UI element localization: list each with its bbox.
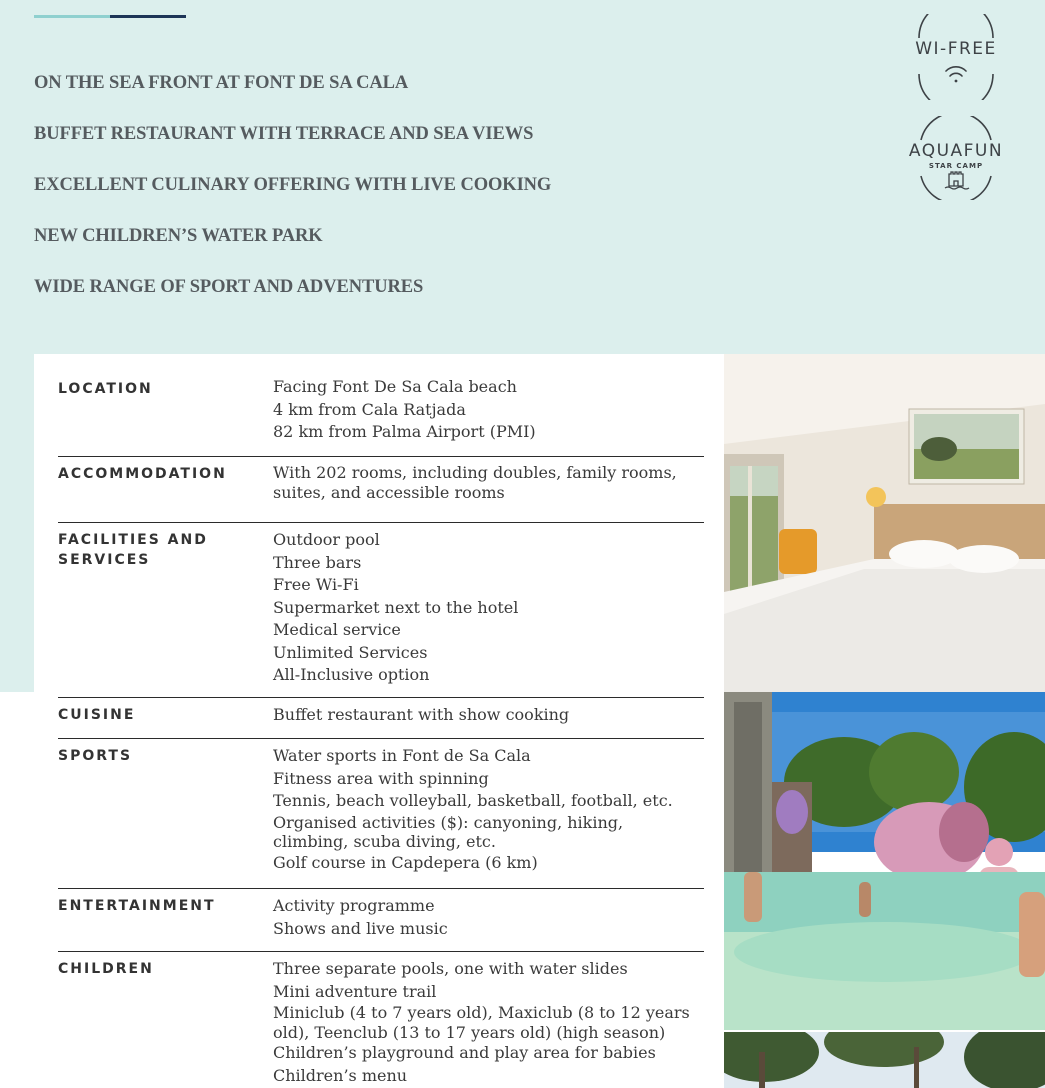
info-row-sports xyxy=(58,739,704,889)
headline: NEW CHILDREN’S WATER PARK xyxy=(34,226,323,246)
row-line: Facing Font De Sa Cala beach xyxy=(273,377,517,396)
wifi-badge xyxy=(901,14,1011,100)
accent-line-dark xyxy=(110,15,186,18)
row-label: ACCOMMODATION xyxy=(58,466,227,482)
headline: WIDE RANGE OF SPORT AND ADVENTURES xyxy=(34,277,424,297)
row-line: Three bars xyxy=(273,552,362,572)
row-content xyxy=(273,704,704,727)
row-content xyxy=(273,463,704,502)
info-row-accommodation xyxy=(58,457,704,523)
castle-icon xyxy=(945,172,969,189)
row-content xyxy=(273,376,704,444)
row-content xyxy=(273,958,704,1087)
headline: ON THE SEA FRONT AT FONT DE SA CALA xyxy=(34,73,409,93)
row-line: 82 km from Palma Airport (PMI) xyxy=(273,422,536,441)
row-line: Golf course in Capdepera (6 km) xyxy=(273,852,538,872)
row-label: LOCATION xyxy=(58,381,153,397)
row-line: old), Teenclub (13 to 17 years old) (high season) xyxy=(273,1022,666,1042)
row-line: climbing, scuba diving, etc. xyxy=(273,832,496,851)
info-table xyxy=(58,376,704,1088)
row-line: Activity programme xyxy=(273,896,435,915)
row-line: Outdoor pool xyxy=(273,530,380,549)
wifi-badge-label: WI-FREE xyxy=(915,39,997,59)
row-content xyxy=(273,895,704,940)
row-line: Supermarket next to the hotel xyxy=(273,597,519,617)
info-panel xyxy=(34,354,724,1088)
row-line: Free Wi-Fi xyxy=(273,575,359,594)
row-label: SPORTS xyxy=(58,748,133,764)
pine-trees-photo xyxy=(724,1032,1045,1088)
row-line: Medical service xyxy=(273,620,401,639)
row-line: Buffet restaurant with show cooking xyxy=(273,705,570,724)
row-line: suites, and accessible rooms xyxy=(273,482,505,502)
accent-line-light xyxy=(34,15,110,18)
aquafun-badge-label: AQUAFUN xyxy=(908,141,1004,161)
row-line: Children’s playground and play area for babies xyxy=(273,1043,656,1062)
row-line: All-Inclusive option xyxy=(273,665,430,684)
headline: BUFFET RESTAURANT WITH TERRACE AND SEA VIEWS xyxy=(34,124,534,144)
row-line: Mini adventure trail xyxy=(273,981,437,1001)
info-row-entertainment xyxy=(58,889,704,952)
hotel-room-photo xyxy=(724,354,1045,692)
row-label: CHILDREN xyxy=(58,961,154,977)
aquafun-badge xyxy=(901,116,1011,200)
info-row-children xyxy=(58,952,704,1088)
row-label: FACILITIES AND SERVICES xyxy=(58,532,208,568)
wifi-icon xyxy=(946,67,966,83)
info-row-cuisine xyxy=(58,698,704,739)
row-line: Three separate pools, one with water slides xyxy=(273,959,628,978)
row-line: Shows and live music xyxy=(273,918,448,938)
row-line: Children’s menu xyxy=(273,1065,408,1085)
info-row-facilities xyxy=(58,523,704,698)
row-line: Organised activities ($): canyoning, hiking, xyxy=(273,812,624,832)
row-line: 4 km from Cala Ratjada xyxy=(273,399,466,419)
row-line: Tennis, beach volleyball, basketball, football, etc. xyxy=(273,791,673,810)
row-content xyxy=(273,529,704,687)
water-park-photo xyxy=(724,692,1045,1030)
row-line: With 202 rooms, including doubles, family rooms, xyxy=(273,463,677,482)
row-line: Miniclub (4 to 7 years old), Maxiclub (8 to 12 years xyxy=(273,1003,690,1022)
row-line: Water sports in Font de Sa Cala xyxy=(273,746,531,765)
row-content xyxy=(273,745,704,874)
row-label: ENTERTAINMENT xyxy=(58,898,216,914)
row-line: Unlimited Services xyxy=(273,642,428,662)
row-line: Fitness area with spinning xyxy=(273,768,489,788)
aquafun-badge-sublabel: STAR CAMP xyxy=(928,162,984,170)
row-label: CUISINE xyxy=(58,707,136,723)
headline-list xyxy=(34,70,551,325)
info-row-location xyxy=(58,376,704,457)
headline: EXCELLENT CULINARY OFFERING WITH LIVE COOKING xyxy=(34,175,552,195)
